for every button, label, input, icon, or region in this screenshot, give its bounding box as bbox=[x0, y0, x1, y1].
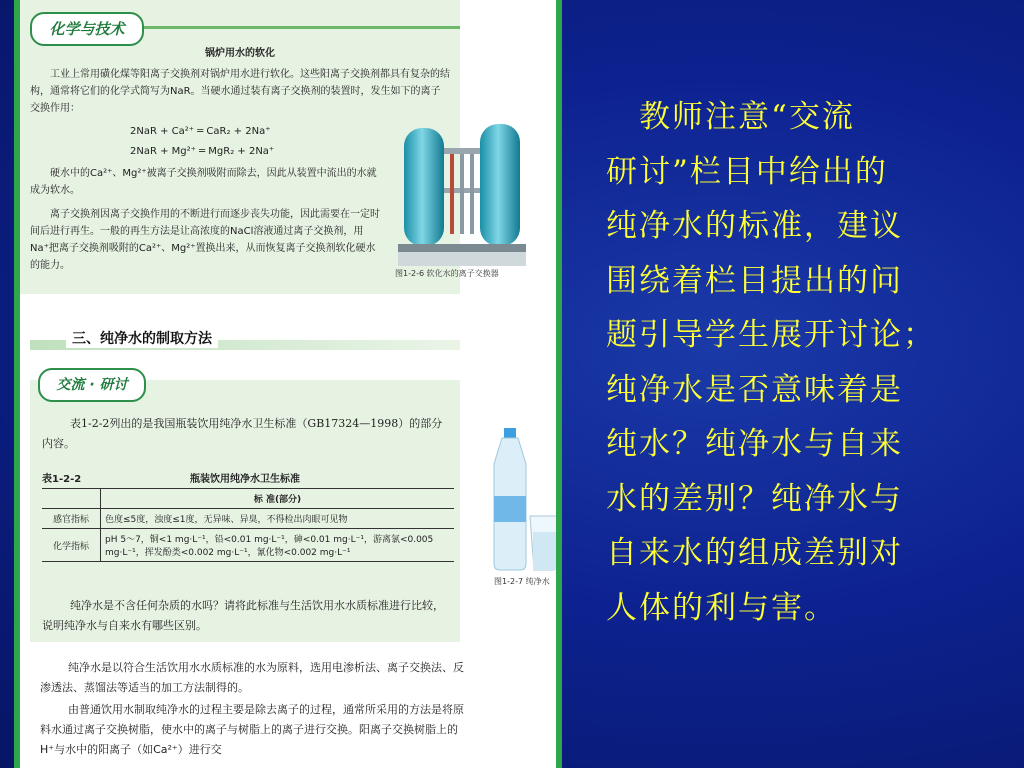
water-bottle-illustration bbox=[486, 424, 562, 574]
textbook-page-image bbox=[14, 0, 562, 768]
discussion-intro: 表1-2-2列出的是我国瓶装饮用纯净水卫生标准（GB17324—1998）的部分内容。 bbox=[42, 417, 443, 450]
note-line: 水的差别？纯净水与 bbox=[606, 480, 903, 517]
table-row bbox=[42, 509, 454, 529]
figure-1-2-6-caption: 图1-2-6 软化水的离子交换器 bbox=[395, 269, 499, 278]
discussion-tab: 交流 · 研讨 bbox=[38, 368, 146, 402]
chem-tech-tab: 化学与技术 bbox=[30, 12, 144, 46]
note-line: 纯净水是否意味着是 bbox=[606, 371, 903, 408]
row-value: pH 5～7，铜<1 mg·L⁻¹，铅<0.01 mg·L⁻¹，砷<0.01 mg·L⁻¹，游离氯<0.005 mg·L⁻¹，挥发酚类<0.002 mg·L⁻¹，氰化物<0.002 mg·L⁻¹ bbox=[101, 529, 455, 562]
water-standard-table bbox=[42, 488, 454, 562]
row-label: 感官指标 bbox=[42, 509, 101, 529]
tank-left bbox=[404, 128, 444, 246]
section-3-title: 三、纯净水的制取方法 bbox=[66, 328, 218, 348]
tank-right bbox=[480, 124, 520, 246]
tech-box-title: 锅炉用水的软化 bbox=[205, 48, 275, 59]
bottle-label bbox=[494, 496, 526, 522]
body-paragraph-1: 纯净水是以符合生活饮用水水质标准的水为原料，选用电渗析法、离子交换法、反渗透法、蒸馏法等适当的加工方法制得的。 bbox=[40, 661, 464, 694]
note-line: 自来水的组成差别对 bbox=[606, 535, 903, 571]
note-line: 纯水？纯净水与自来 bbox=[606, 426, 903, 462]
table-number: 表1-2-2 bbox=[42, 474, 82, 485]
discussion-question: 纯净水是不含任何杂质的水吗？请将此标准与生活饮用水水质标准进行比较，说明纯净水与自来水有哪些区别。 bbox=[42, 599, 444, 632]
note-line: 教师注意“交流 bbox=[606, 99, 855, 135]
teacher-note-text bbox=[606, 90, 984, 635]
note-line: 题引导学生展开讨论； bbox=[606, 317, 936, 353]
body-paragraph-2: 由普通饮用水制取纯净水的过程主要是除去离子的过程，通常所采用的方法是将原料水通过离子交换树脂，使水中的离子与树脂上的离子进行交换。阳离子交换树脂上的H⁺与水中的阳离子（如Ca²⁺）进行交 bbox=[40, 703, 464, 756]
note-line: 围绕着栏目提出的问 bbox=[606, 262, 903, 299]
tech-tab-rule bbox=[138, 26, 460, 29]
note-line: 研讨”栏目中给出的 bbox=[606, 153, 888, 190]
equation-2: 2NaR + Mg²⁺ ═ MgR₂ + 2Na⁺ bbox=[130, 146, 275, 157]
tech-paragraph-1: 工业上常用磺化煤等阳离子交换剂对锅炉用水进行软化。这些阳离子交换剂都具有复杂的结构，通常将它们的化学式简写为NaR。当硬水通过装有离子交换剂的装置时，发生如下的离子交换作用： bbox=[30, 69, 450, 114]
ion-exchanger-illustration bbox=[398, 118, 526, 266]
note-line: 人体的利与害。 bbox=[606, 589, 837, 626]
row-value: 色度≤5度，浊度≤1度，无异味、异臭，不得检出肉眼可见物 bbox=[101, 509, 455, 529]
bottle-cap bbox=[504, 428, 516, 438]
table-header-row bbox=[42, 489, 454, 509]
figure-1-2-7-caption: 图1-2-7 纯净水 bbox=[494, 577, 550, 586]
table-row bbox=[42, 529, 454, 562]
row-label: 化学指标 bbox=[42, 529, 101, 562]
equation-1: 2NaR + Ca²⁺ ═ CaR₂ + 2Na⁺ bbox=[130, 126, 271, 137]
table-header: 标 准(部分) bbox=[101, 489, 455, 509]
table-title: 瓶装饮用纯净水卫生标准 bbox=[190, 474, 300, 485]
note-line: 纯净水的标准，建议 bbox=[606, 208, 903, 244]
tech-paragraph-3: 离子交换剂因离子交换作用的不断进行而逐步丧失功能，因此需要在一定时间后进行再生。一般的再生方法是让高浓度的NaCl溶液通过离子交换剂，用Na⁺把离子交换剂吸附的Ca²⁺、Mg²⁺置换出来，从而恢复离子交换剂软化硬水的能力。 bbox=[30, 209, 380, 271]
tech-paragraph-2: 硬水中的Ca²⁺、Mg²⁺被离子交换剂吸附而除去，因此从装置中流出的水就成为软水。 bbox=[30, 168, 377, 196]
